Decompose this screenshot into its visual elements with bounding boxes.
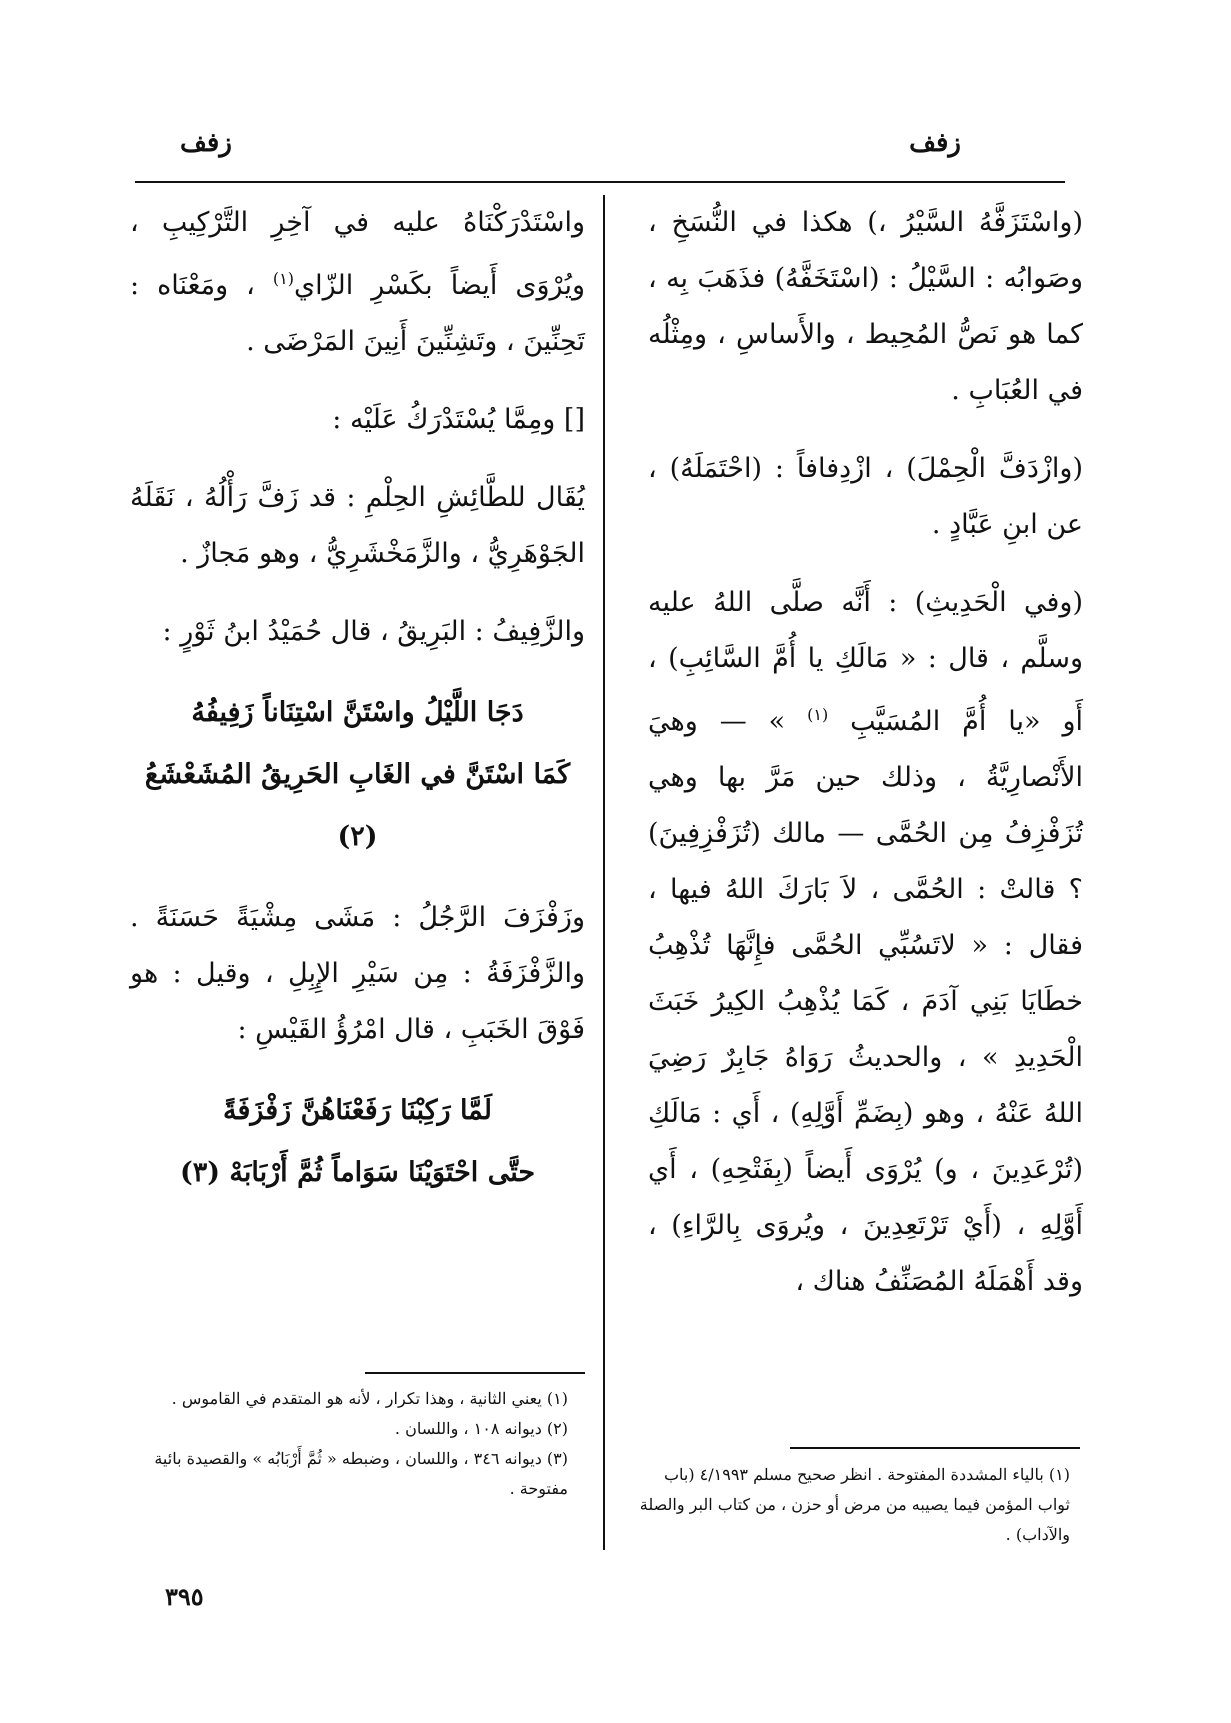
header-rule: [135, 181, 1065, 183]
entry-paragraph: وزَفْزَفَ الرَّجُلُ : مَشَى مِشْيَةً حَسَنَةً . والزَّفْزَفَةُ : مِن سَيْرِ الإِبِلِ ، وقيل : هو فَوْقَ الخَبَبِ ، قال امْرُؤُ القَيْسِ :: [130, 902, 585, 1045]
footnote-reference: (١): [272, 269, 294, 288]
left-column: [130, 195, 585, 1226]
running-head-left: زفف: [180, 128, 232, 158]
footnotes-right: [630, 1460, 1070, 1550]
section-heading: [] ومِمَّا يُسْتَدْرَكُ عَلَيْه :: [332, 404, 585, 435]
poem-quote: [130, 682, 585, 868]
footnote-rule-right: [790, 1447, 1080, 1449]
footnotes-left: [148, 1384, 568, 1504]
poem-verse: حتَّى احْتَوَيْنَا سَوَاماً ثُمَّ أَرْبَابَهْ (٣): [179, 1157, 536, 1188]
poem-verse: كَمَا اسْتَنَّ في الغَابِ الحَرِيقُ المُشَعْشَعُ (٢): [144, 759, 571, 852]
page-number: ٣٩٥: [165, 1582, 204, 1611]
footnote: (١) بالياء المشددة المفتوحة . انظر صحيح مسلم ٤/١٩٩٣ (باب ثواب المؤمن فيما يصيبه من مرض أو حزن ، من كتاب البر والصلة والآداب) .: [639, 1465, 1070, 1544]
entry-paragraph: والزَّفِيفُ : البَرِيقُ ، قال حُمَيْدُ ابنُ ثَوْرٍ :: [162, 616, 585, 647]
running-head-right: زفف: [909, 128, 961, 158]
entry-paragraph: (وازْدَفَّ الْحِمْلَ) ، ازْدِفافاً : (احْتَمَلَهُ) ، عن ابنِ عَبَّادٍ .: [648, 453, 1083, 540]
footnote-reference: (١): [807, 705, 829, 724]
footnote: (٢) ديوانه ١٠٨ ، واللسان .: [394, 1419, 568, 1438]
poem-verse: دَجَا اللَّيْلُ واسْتَنَّ اسْتِنَاناً زَفِيفُهُ: [191, 697, 524, 728]
footnote: (١) يعني الثانية ، وهذا تكرار ، لأنه هو المتقدم في القاموس .: [171, 1389, 568, 1408]
entry-paragraph: [130, 195, 585, 370]
paragraph-text: ، ومَعْنَاه : تَحِنِّينَ ، وتَشِنِّينَ أَنِينَ المَرْضَى .: [130, 270, 585, 357]
paragraph-text: (وفي الْحَدِيثِ) : أَنَّه صلَّى اللهُ عليه وسلَّم ، قال : « مَالَكِ يا أُمَّ السَّائِبِ) ، أَو «يا أُمَّ المُسَيَّبِ: [648, 587, 1083, 737]
paragraph-text: » — وهيَ الأَنْصارِيَّةُ ، وذلك حين مَرَّ بها وهي تُزَفْزِفُ مِن الحُمَّى — مالك (تُزَفْزِفِينَ) ؟ قالتْ : الحُمَّى ، لاَ بَارَكَ اللهُ فيها ، فقال : « لاتَسُبِّي الحُمَّى فإِنَّهَا تُذْهِبُ خطَايَا بَنِي آدَمَ ، كَمَا يُذْهِبُ الكِيرُ خَبَثَ الْحَدِيدِ » ، والحديثُ رَوَاهُ جَابِرٌ رَضِيَ اللهُ عَنْهُ ، وهو (بِضَمِّ أَوَّلِهِ) ، أَي : مَالَكِ (تُرْعَدِينَ ، و) يُرْوَى أَيضاً (بِفَتْحِهِ) ، أَي أَوَّلِهِ ، (أَيْ تَرْتَعِدِينَ ، ويُروَى بِالرَّاءِ) ، وقد أَهْمَلَهُ المُصَنِّفُ هناك ،: [648, 706, 1083, 1297]
poem-quote: [130, 1080, 585, 1204]
footnote: (٣) ديوانه ٣٤٦ ، واللسان ، وضبطه « ثُمَّ أَرْبَابُه » والقصيدة بائية مفتوحة .: [154, 1449, 568, 1498]
entry-paragraph: [648, 575, 1083, 1310]
right-column: [648, 195, 1083, 1332]
footnote-rule-left: [365, 1372, 585, 1374]
poem-verse: لَمَّا رَكِبْنَا رَفَعْنَاهُنَّ زَفْزَفَةً: [222, 1095, 493, 1126]
paragraph-text: واسْتَدْرَكْنَاهُ عليه في آخِرِ التَّرْكِيبِ ، ويُرْوَى أَيضاً بكَسْرِ الزّاي: [130, 207, 585, 301]
column-divider: [603, 195, 605, 1550]
entry-paragraph: (واسْتَزَفَّهُ السَّيْرُ ،) هكذا في النُّسَخِ ، وصَوابُه : السَّيْلُ : (اسْتَخَفَّهُ) فذَهَبَ بِه ، كما هو نَصُّ المُحِيط ، والأَساسِ ، ومِثْلُه في العُبَابِ .: [648, 207, 1083, 406]
entry-paragraph: يُقَال للطَّائِشِ الحِلْمِ : قد زَفَّ رَأْلُهُ ، نَقَلَهُ الجَوْهَرِيُّ ، والزَّمَخْشَرِيُّ ، وهو مَجازٌ .: [130, 482, 585, 569]
